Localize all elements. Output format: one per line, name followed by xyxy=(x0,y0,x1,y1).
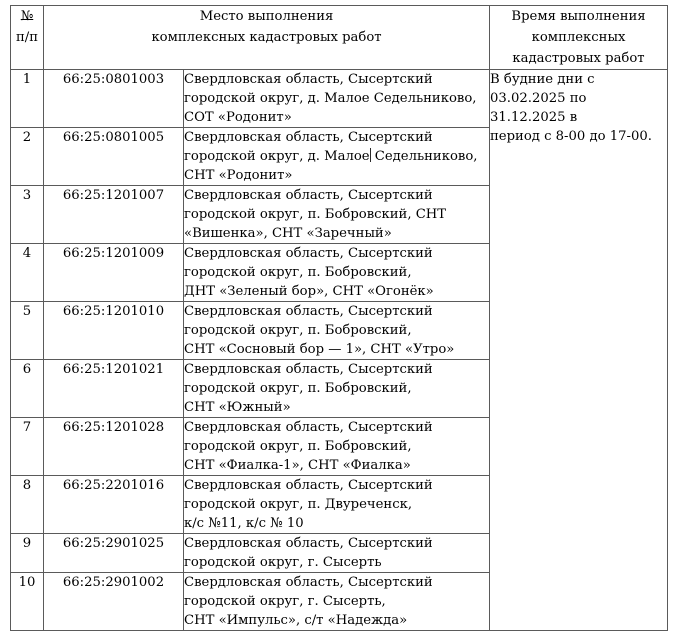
table-body xyxy=(11,6,668,631)
place-line: Свердловская область, Сысертский xyxy=(184,246,433,261)
place-line: СНТ «Фиалка-1», СНТ «Фиалка» xyxy=(184,458,411,473)
place-cell xyxy=(184,534,490,573)
row-number: 5 xyxy=(11,302,44,360)
cadastral-number: 66:25:1201028 xyxy=(44,418,184,476)
header-number-symbol: № xyxy=(20,9,34,24)
place-cell xyxy=(184,360,490,418)
header-number-abbr: п/п xyxy=(15,30,39,45)
cadastral-number: 66:25:0801005 xyxy=(44,128,184,186)
place-line: городской округ, п. Бобровский, xyxy=(184,381,412,396)
place-line: городской округ, д. Малое Седельниково, xyxy=(184,91,477,106)
place-cell xyxy=(184,476,490,534)
header-cell-time xyxy=(490,6,668,70)
row-number: 7 xyxy=(11,418,44,476)
place-line: СНТ «Южный» xyxy=(184,400,291,415)
place-line: городской округ, п. Бобровский, xyxy=(184,439,412,454)
cadastral-number: 66:25:1201009 xyxy=(44,244,184,302)
place-line: Свердловская область, Сысертский xyxy=(184,188,433,203)
table-row xyxy=(11,70,668,128)
row-number: 2 xyxy=(11,128,44,186)
header-time-line-3: кадастровых работ xyxy=(512,51,645,66)
cadastral-number: 66:25:1201007 xyxy=(44,186,184,244)
place-line-rest: Седельниково, xyxy=(370,149,478,164)
row-number: 6 xyxy=(11,360,44,418)
place-line: городской округ, г. Сысерть, xyxy=(184,594,386,609)
header-cell-number xyxy=(11,6,44,70)
header-place-line-1: Место выполнения xyxy=(199,9,334,24)
place-line: Свердловская область, Сысертский xyxy=(184,304,433,319)
header-time-line-1: Время выполнения xyxy=(511,9,646,24)
row-number: 4 xyxy=(11,244,44,302)
row-number: 8 xyxy=(11,476,44,534)
place-line: городской округ, п. Бобровский, xyxy=(184,323,412,338)
place-cell xyxy=(184,70,490,128)
row-number: 3 xyxy=(11,186,44,244)
place-line: СОТ «Родонит» xyxy=(184,110,292,125)
cadastral-number: 66:25:0801003 xyxy=(44,70,184,128)
place-cell xyxy=(184,244,490,302)
place-line: к/с №11, к/с № 10 xyxy=(184,516,304,531)
cadastral-works-table xyxy=(10,5,668,631)
place-line: Свердловская область, Сысертский xyxy=(184,478,433,493)
place-line: Свердловская область, Сысертский xyxy=(184,362,433,377)
time-line: В будние дни с xyxy=(490,72,595,87)
place-line: Свердловская область, Сысертский xyxy=(184,536,433,551)
place-line-text: городской округ, д. Малое xyxy=(184,149,370,164)
place-line: Свердловская область, Сысертский xyxy=(184,575,433,590)
place-cell xyxy=(184,302,490,360)
place-cell xyxy=(184,186,490,244)
header-time-line-2: комплексных xyxy=(531,30,626,45)
cadastral-number: 66:25:1201010 xyxy=(44,302,184,360)
cadastral-number: 66:25:2901025 xyxy=(44,534,184,573)
place-line: «Вишенка», СНТ «Заречный» xyxy=(184,226,392,241)
time-line: 31.12.2025 в xyxy=(490,110,578,125)
cadastral-number: 66:25:2901002 xyxy=(44,573,184,631)
row-number: 1 xyxy=(11,70,44,128)
header-place-line-2: комплексных кадастровых работ xyxy=(151,30,382,45)
place-line: СНТ «Родонит» xyxy=(184,168,293,183)
place-cell xyxy=(184,573,490,631)
header-cell-place xyxy=(44,6,490,70)
cadastral-number: 66:25:1201021 xyxy=(44,360,184,418)
time-cell-merged xyxy=(490,70,668,631)
place-line: СНТ «Сосновый бор — 1», СНТ «Утро» xyxy=(184,342,455,357)
row-number: 9 xyxy=(11,534,44,573)
place-cell xyxy=(184,128,490,186)
time-line: 03.02.2025 по xyxy=(490,91,587,106)
place-cell xyxy=(184,418,490,476)
place-line: городской округ, п. Бобровский, СНТ xyxy=(184,207,447,222)
cadastral-number: 66:25:2201016 xyxy=(44,476,184,534)
place-line: городской округ, п. Бобровский, xyxy=(184,265,412,280)
place-line: Свердловская область, Сысертский xyxy=(184,130,433,145)
place-line: Свердловская область, Сысертский xyxy=(184,72,433,87)
place-line: городской округ, п. Двуреченск, xyxy=(184,497,413,512)
place-line: ДНТ «Зеленый бор», СНТ «Огонёк» xyxy=(184,284,434,299)
place-line: СНТ «Импульс», с/т «Надежда» xyxy=(184,613,408,628)
place-line: Свердловская область, Сысертский xyxy=(184,420,433,435)
row-number: 10 xyxy=(11,573,44,631)
time-line: период с 8-00 до 17-00. xyxy=(490,129,652,144)
place-line: городской округ, г. Сысерть xyxy=(184,555,382,570)
table-header-row xyxy=(11,6,668,70)
place-line-with-caret xyxy=(184,147,489,166)
